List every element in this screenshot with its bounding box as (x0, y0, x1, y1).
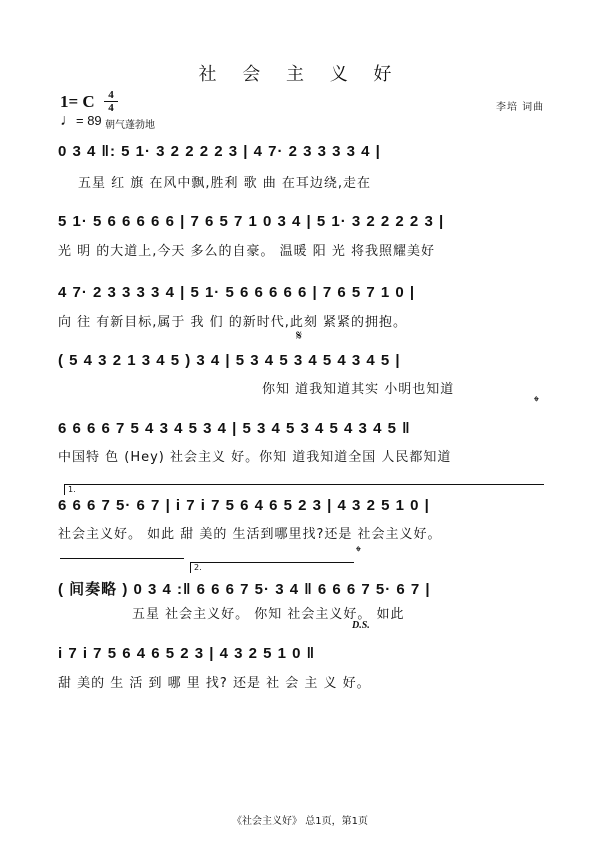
volta-1-tail (60, 558, 184, 559)
volta-2: 2. (190, 562, 354, 573)
lyrics-row-5 (0, 446, 600, 465)
lyric-text: 甜 美的 生 活 到 哪 里 找? 还是 社 会 主 义 好。 (58, 676, 371, 691)
lyrics-row-2 (0, 240, 600, 259)
notes-row-2 (0, 213, 600, 233)
notes-row-4 (0, 352, 600, 372)
note-text: ( 间奏略 ) 0 3 4 :‖ 6 6 6 7 5· 3 4 ‖ 6 6 6 7 5· 6 7 | (58, 581, 431, 598)
lyrics-row-8 (0, 672, 600, 691)
tempo-marking (60, 112, 102, 130)
meter-bottom: 4 (108, 102, 114, 114)
notes-row-5 (0, 420, 600, 440)
note-text: 6 6 6 6 7 5 4 3 4 5 3 4 | 5 3 4 5 3 4 5 4 3 4 5 ‖ (58, 420, 411, 437)
note-text: 0 3 4 ‖: 5 1· 3 2 2 2 2 3 | 4 7· 2 3 3 3 3 4 | (58, 143, 381, 160)
volta-1: 1. (64, 484, 544, 495)
note-text: 6 6 6 7 5· 6 7 | i 7 i 7 5 6 4 6 5 2 3 | 4 3 2 5 1 0 | (58, 497, 430, 514)
lyric-text: 五星 红 旗 在风中飘,胜利 歌 曲 在耳边绕,走在 (78, 176, 372, 191)
lyric-text: 你知 道我知道其实 小明也知道 (262, 382, 455, 397)
lyrics-row-6 (0, 523, 600, 542)
lyric-text: 向 往 有新目标,属于 我 们 的新时代,此刻 紧紧的拥抱。 (58, 315, 408, 330)
tempo-value: = 89 (76, 113, 102, 128)
lyrics-row-3 (0, 311, 600, 330)
author-credit: 李培 词曲 (496, 102, 545, 113)
notes-row-1 (0, 143, 600, 163)
key-signature: 1= C (60, 92, 95, 111)
lyrics-row-7 (0, 603, 600, 622)
lyrics-row-4 (0, 378, 600, 397)
page-footer: 《社会主义好》 总1页，第1页 (232, 816, 368, 827)
lyric-text: 社会主义好。 如此 甜 美的 生活到哪里找?还是 社会主义好。 (58, 527, 442, 542)
lyrics-row-1 (0, 172, 600, 191)
note-text: 5 1· 5 6 6 6 6 6 | 7 6 5 7 1 0 3 4 | 5 1· 3 2 2 2 2 3 | (58, 213, 445, 230)
note-text: i 7 i 7 5 6 4 6 5 2 3 | 4 3 2 5 1 0 ‖ (58, 645, 316, 662)
note-text: 4 7· 2 3 3 3 3 4 | 5 1· 5 6 6 6 6 6 | 7 6 5 7 1 0 | (58, 284, 416, 301)
meter-top: 4 (108, 89, 114, 101)
expression-text: 朝气蓬勃地 (105, 120, 155, 131)
time-signature (104, 90, 118, 113)
ds-marking: D.S. (352, 620, 370, 631)
notes-row-6 (0, 497, 600, 517)
coda-icon: 𝄌 (356, 544, 361, 560)
segno-icon: 𝄋 (296, 328, 303, 344)
notes-row-3 (0, 284, 600, 304)
notes-row-7 (0, 578, 600, 598)
quarter-note-icon: ♩ (60, 112, 76, 129)
notes-row-8 (0, 645, 600, 665)
coda-icon: 𝄌 (534, 394, 539, 410)
lyric-text: 中国特 色 (Hey) 社会主义 好。你知 道我知道全国 人民都知道 (58, 450, 452, 465)
lyric-text: 五星 社会主义好。 你知 社会主义好。 如此 (132, 607, 405, 622)
page-title: 社 会 主 义 好 (198, 64, 402, 85)
lyric-text: 光 明 的大道上,今天 多么的自豪。 温暖 阳 光 将我照耀美好 (58, 244, 436, 259)
note-text: ( 5 4 3 2 1 3 4 5 ) 3 4 | 5 3 4 5 3 4 5 4 3 4 5 | (58, 352, 401, 369)
